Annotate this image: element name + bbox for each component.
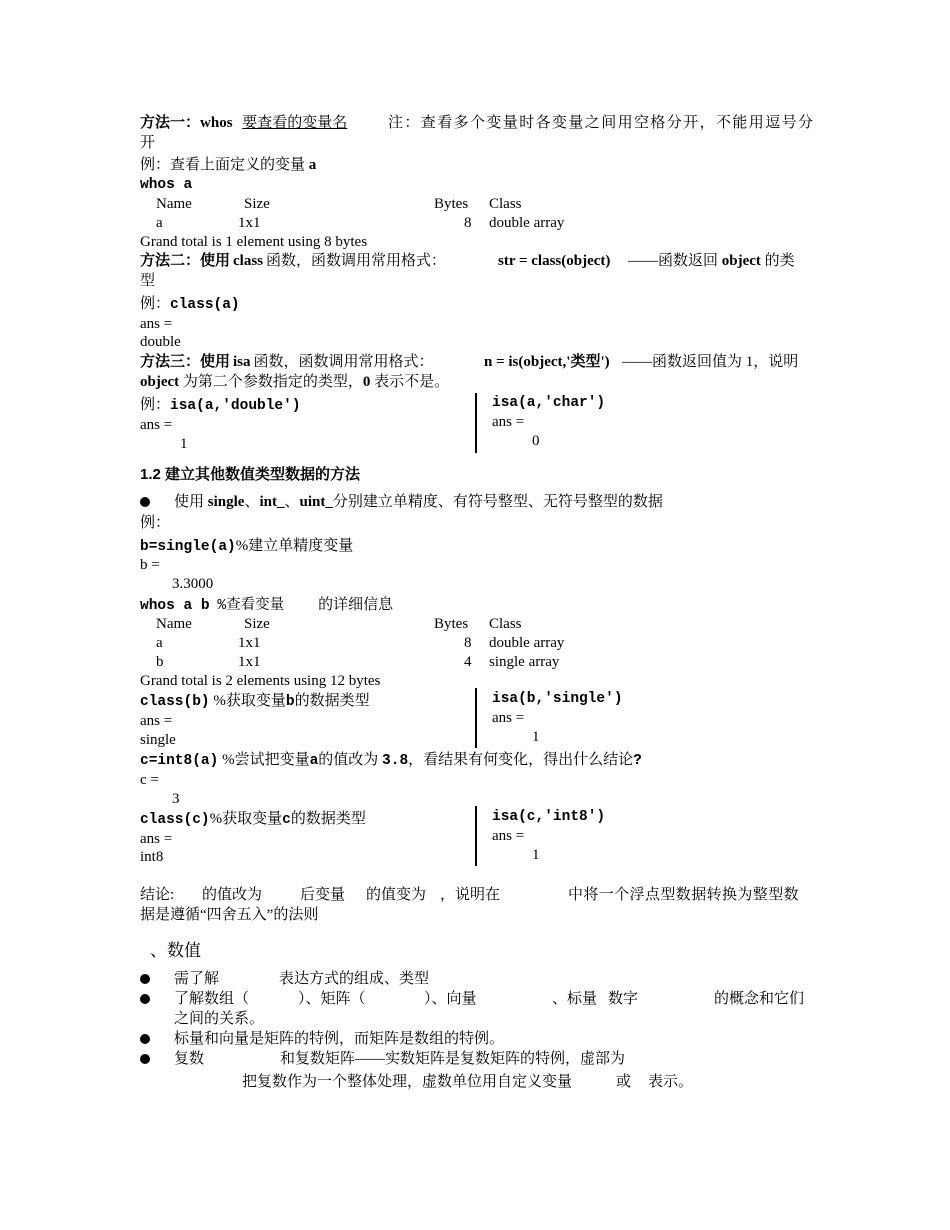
s12-bullet: 使用 single、int_、uint_分别建立单精度、有符号整型、无符号整型的数据 xyxy=(174,494,663,510)
isac-result: 1 xyxy=(532,847,540,863)
method3-syntax: n = is(object,'类型') xyxy=(484,354,610,370)
method1-line xyxy=(140,114,347,133)
sec-bullet4-wrap-a: 把复数作为一个整体处理，虚数单位用自定义变量 xyxy=(242,1074,573,1090)
method3-desc: ——函数返回值为 1，说明 xyxy=(622,354,799,370)
table1-cell: 8 xyxy=(464,215,472,231)
column-divider xyxy=(475,688,477,748)
method3-result-left: 1 xyxy=(180,436,188,452)
code-isa-char: isa(a,'char') xyxy=(492,395,606,411)
isab-result: 1 xyxy=(532,729,540,745)
table2-header-class: Class xyxy=(489,616,522,632)
table1-cell: a xyxy=(156,215,163,231)
conclusion-5: ，说明在 xyxy=(440,887,501,903)
method2-desc: ——函数返回 object 的类 xyxy=(628,253,795,269)
method1-label: 方法一： xyxy=(140,115,201,131)
table2-cell: 1x1 xyxy=(238,654,261,670)
conclusion-4: 的值变为 xyxy=(366,887,427,903)
method2-example: 例：class(a) xyxy=(140,296,240,313)
method3-example: 例：isa(a,'double') xyxy=(140,397,301,414)
code-int8: c=int8(a) %尝试把变量a的值改为 3.8，看结果有何变化，得出什么结论? xyxy=(140,752,642,769)
conclusion-1: 结论: xyxy=(140,887,175,903)
table1-header-size: Size xyxy=(244,196,270,212)
sec-bullet4-wrap-c: 表示。 xyxy=(648,1074,694,1090)
code-single: b=single(a)%建立单精度变量 xyxy=(140,538,354,555)
method1-note-wrap: 开 xyxy=(140,135,156,151)
method2-syntax: str = class(object) xyxy=(498,253,611,269)
table2-header-bytes: Bytes xyxy=(434,616,469,632)
b-eq: b = xyxy=(140,557,160,573)
method1-cmd: whos xyxy=(200,115,233,131)
method3-result-right: 0 xyxy=(532,433,540,449)
classc-result: int8 xyxy=(140,849,164,865)
table2-cell: double array xyxy=(489,635,565,651)
sec-bullet2-e: 数字 xyxy=(608,991,639,1007)
ans-label: ans = xyxy=(140,417,173,433)
code-isa-b-single: isa(b,'single') xyxy=(492,691,623,707)
code-class-c: class(c)%获取变量c的数据类型 xyxy=(140,811,366,828)
table2-cell: a xyxy=(156,635,163,651)
method1-example: 例：查看上面定义的变量 a xyxy=(140,157,317,173)
ans-label: ans = xyxy=(140,831,173,847)
ans-label: ans = xyxy=(492,414,525,430)
column-divider xyxy=(475,806,477,866)
table1-cell: double array xyxy=(489,215,565,231)
method3-line: 方法三：使用 isa 函数，函数调用常用格式： xyxy=(140,354,434,370)
conclusion-6: 中将一个浮点型数据转换为整型数 xyxy=(568,887,800,903)
method3-desc-wrap: object 为第二个参数指定的类型，0 表示不是。 xyxy=(140,374,450,390)
b-value: 3.3000 xyxy=(172,576,214,592)
table1-header-name: Name xyxy=(156,196,192,212)
table1-header-bytes: Bytes xyxy=(434,196,469,212)
bullet-icon xyxy=(140,1034,150,1044)
section-1-2-heading: 1.2 建立其他数值类型数据的方法 xyxy=(140,466,361,483)
sec-bullet4-b: 和复数矩阵——实数矩阵是复数矩阵的特例，虚部为 xyxy=(280,1051,626,1067)
sec-bullet1-a: 需了解 xyxy=(174,971,220,987)
sec-bullet2-f: 的概念和它们 xyxy=(714,991,805,1007)
ans-label: ans = xyxy=(492,828,525,844)
conclusion-3: 后变量 xyxy=(300,887,346,903)
section-numbers-heading: 、数值 xyxy=(150,941,201,960)
ans-label: ans = xyxy=(140,316,173,332)
table2-cell: b xyxy=(156,654,164,670)
ans-label: ans = xyxy=(492,710,525,726)
sec-bullet2-d: 、标量 xyxy=(552,991,598,1007)
conclusion-2: 的值改为 xyxy=(202,887,263,903)
code-class-b: class(b) %获取变量b的数据类型 xyxy=(140,693,370,710)
c-value: 3 xyxy=(172,791,180,807)
s12-example: 例： xyxy=(140,515,171,531)
table1-cell: 1x1 xyxy=(238,215,261,231)
sec-bullet3: 标量和向量是矩阵的特例，而矩阵是数组的特例。 xyxy=(174,1031,505,1047)
table1-total: Grand total is 1 element using 8 bytes xyxy=(140,234,368,250)
sec-bullet2-c: ）、向量 xyxy=(424,991,477,1007)
c-eq: c = xyxy=(140,772,159,788)
table2-cell: 1x1 xyxy=(238,635,261,651)
conclusion-wrap: 据是遵循“四舍五入”的法则 xyxy=(140,907,319,923)
table1-header-class: Class xyxy=(489,196,522,212)
code-isa-c-int8: isa(c,'int8') xyxy=(492,809,606,825)
sec-bullet4-a: 复数 xyxy=(174,1051,205,1067)
classb-result: single xyxy=(140,732,176,748)
method2-result: double xyxy=(140,334,181,350)
sec-bullet4-wrap-b: 或 xyxy=(616,1074,632,1090)
bullet-icon xyxy=(140,994,150,1004)
table2-total: Grand total is 2 elements using 12 bytes xyxy=(140,673,381,689)
method1-arg: 要查看的变量名 xyxy=(242,115,348,131)
method2-line: 方法二：使用 class 函数，函数调用常用格式： xyxy=(140,253,447,269)
bullet-icon xyxy=(140,497,150,507)
ans-label: ans = xyxy=(140,713,173,729)
bullet-icon xyxy=(140,1054,150,1064)
method1-note: 注：查看多个变量时各变量之间用空格分开，不能用逗号分 xyxy=(388,115,815,131)
sec-bullet2-b: ）、矩阵（ xyxy=(298,991,366,1007)
table2-header-size: Size xyxy=(244,616,270,632)
sec-bullet1-b: 表达方式的组成、类型 xyxy=(279,971,430,987)
code-whos-a: whos a xyxy=(140,177,193,193)
table2-header-name: Name xyxy=(156,616,192,632)
bullet-icon xyxy=(140,974,150,984)
table2-cell: single array xyxy=(489,654,560,670)
table2-cell: 8 xyxy=(464,635,472,651)
column-divider xyxy=(475,393,477,453)
code-whos-ab: whos a b %查看变量 的详细信息 xyxy=(140,597,394,614)
table2-cell: 4 xyxy=(464,654,472,670)
sec-bullet2-a: 了解数组（ xyxy=(174,991,250,1007)
sec-bullet2-wrap: 之间的关系。 xyxy=(174,1011,265,1027)
method2-wrap: 型 xyxy=(140,273,156,289)
